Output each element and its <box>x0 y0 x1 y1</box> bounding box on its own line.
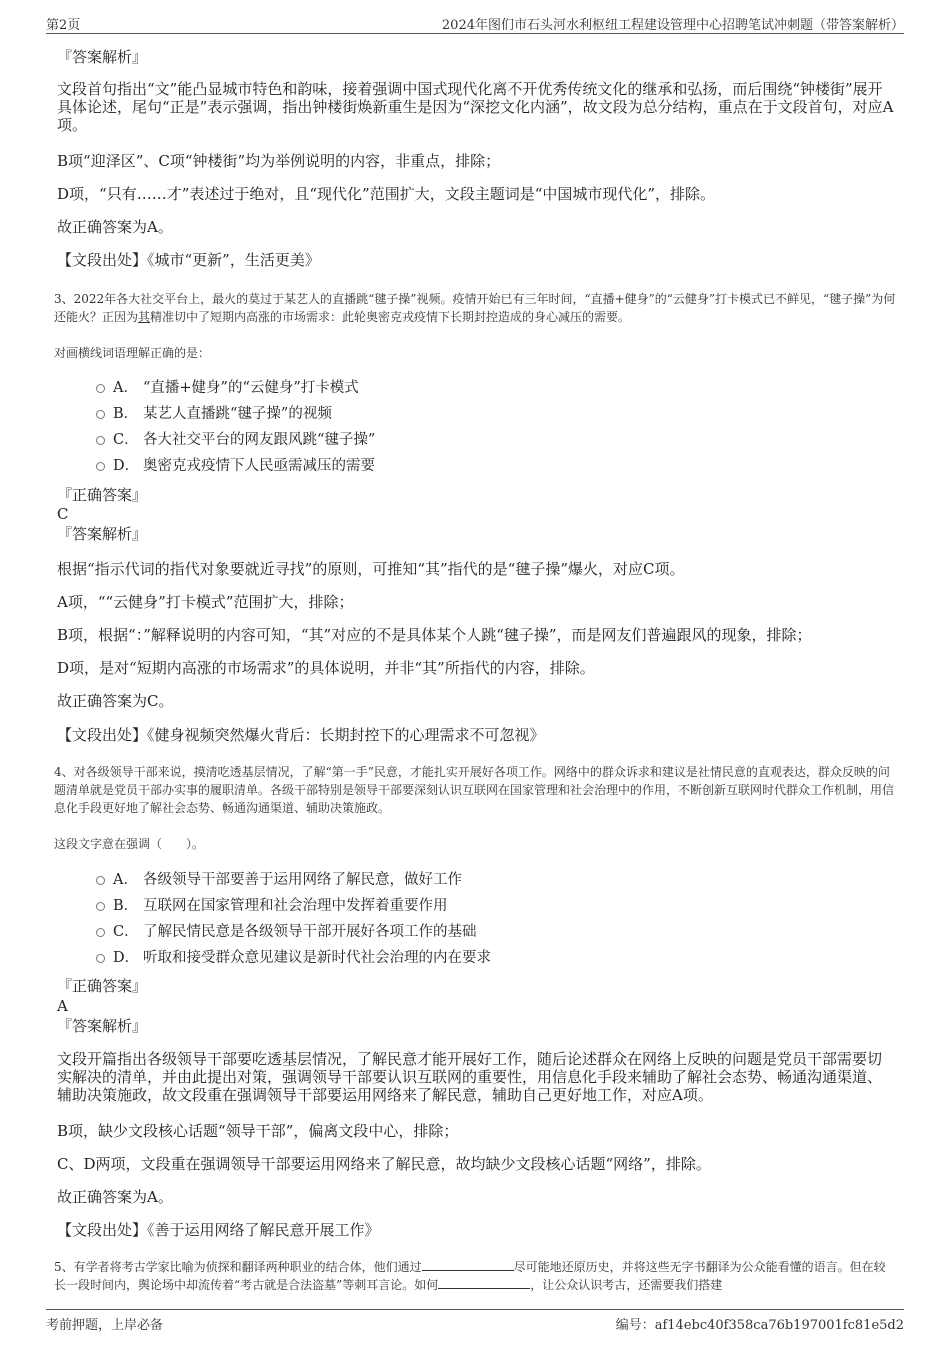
answer-analysis-label: 『答案解析』 <box>57 48 148 66</box>
analysis-paragraph: B项“迎泽区”、C项“钟楼街”均为举例说明的内容，非重点，排除； <box>57 152 501 170</box>
document-title: 2024年图们市石头河水利枢纽工程建设管理中心招聘笔试冲刺题（带答案解析） <box>441 18 904 33</box>
option-c[interactable]: C． 各大社交平台的网友跟风跳“毽子操” <box>96 430 375 450</box>
footer-divider <box>46 1309 904 1310</box>
radio-icon[interactable] <box>96 928 105 937</box>
correct-answer: A <box>57 997 68 1015</box>
analysis-paragraph: 文段开篇指出各级领导干部要吃透基层情况，了解民意才能开展好工作，随后论述群众在网络上反映的问题是党员干部需要切实解决的清单，并由此提出对策，强调领导干部要认识互联网的重要性，用信息化手段来辅助了解社会态势、畅通沟通渠道、辅助决策施政，故文段重在强调领导干部要运用网络来了解民意，辅助自己更好地工作，对应A项。 <box>57 1050 883 1104</box>
question-stem: 5、有学者将考古学家比喻为侦探和翻译两种职业的结合体，他们通过 尽可能地还原历史，并将这些无字书翻译为公众能看懂的语言。但在较长一段时间内，舆论场中却流传着“考古就是合法盗墓”等刺耳言论。如何 ，让公众认识考古，还需要我们搭建 <box>54 1260 886 1292</box>
analysis-paragraph: 根据“指示代词的指代对象要就近寻找”的原则，可推知“其”指代的是“毽子操”爆火，对应C项。 <box>57 560 685 578</box>
fill-blank <box>438 1276 530 1289</box>
answer-analysis-label: 『答案解析』 <box>57 525 148 543</box>
analysis-paragraph: B项，缺少文段核心话题“领导干部”，偏离文段中心，排除； <box>57 1122 459 1140</box>
header-divider <box>46 33 904 34</box>
question-stem: 3、2022年各大社交平台上，最火的莫过于某艺人的直播跳“毽子操”视频。疫情开始已有三年时间，“直播+健身”的“云健身”打卡模式已不鲜见，“毽子操”为何还能火？正因为其精准切中了短期内高涨的市场需求：此轮奥密克戎疫情下长期封控造成的身心减压的需要。 <box>54 292 896 324</box>
radio-icon[interactable] <box>96 384 105 393</box>
question-prompt: 这段文字意在强调（ ）。 <box>54 837 205 851</box>
underlined-word: 其 <box>138 310 151 324</box>
page-header <box>46 14 904 32</box>
source-citation: 【文段出处】《善于运用网络了解民意开展工作》 <box>57 1221 380 1239</box>
question-prompt: 对画横线词语理解正确的是： <box>54 346 211 360</box>
question-stem: 4、对各级领导干部来说，摸清吃透基层情况，了解“第一手”民意，才能扎实开展好各项工作。网络中的群众诉求和建议是社情民意的直观表达，群众反映的问题清单就是党员干部办实事的履职清单。各级干部特别是领导干部要深刻认识互联网在国家管理和社会治理中的作用，不断创新互联网时代群众工作机制，用信息化手段更好地了解社会态势、畅通沟通渠道、辅助决策施政。 <box>54 765 895 815</box>
analysis-paragraph: D项，“只有……才”表述过于绝对，且“现代化”范围扩大，文段主题词是“中国城市现代化”，排除。 <box>57 185 716 203</box>
option-a[interactable]: A． “直播+健身”的“云健身”打卡模式 <box>96 378 359 398</box>
analysis-paragraph: 故正确答案为A。 <box>57 1188 173 1206</box>
option-d[interactable]: D． 奥密克戎疫情下人民亟需减压的需要 <box>96 456 375 476</box>
analysis-paragraph: D项，是对“短期内高涨的市场需求”的具体说明，并非“其”所指代的内容，排除。 <box>57 659 595 677</box>
analysis-paragraph: 文段首句指出“文”能凸显城市特色和韵味，接着强调中国式现代化离不开优秀传统文化的继承和弘扬，而后围绕“钟楼街”展开具体论述，尾句“正是”表示强调，指出钟楼街焕新重生是因为“深挖文化内涵”，故文段为总分结构，重点在于文段首句，对应A项。 <box>57 80 894 134</box>
answer-analysis-label: 『答案解析』 <box>57 1017 148 1035</box>
source-citation: 【文段出处】《健身视频突然爆火背后：长期封控下的心理需求不可忽视》 <box>57 726 545 744</box>
radio-icon[interactable] <box>96 410 105 419</box>
fill-blank <box>422 1258 514 1271</box>
analysis-paragraph: A项，““云健身”打卡模式”范围扩大，排除； <box>57 593 354 611</box>
option-a[interactable]: A． 各级领导干部要善于运用网络了解民意，做好工作 <box>96 870 462 890</box>
radio-icon[interactable] <box>96 876 105 885</box>
analysis-paragraph: 故正确答案为C。 <box>57 692 174 710</box>
radio-icon[interactable] <box>96 902 105 911</box>
option-b[interactable]: B． 某艺人直播跳“毽子操”的视频 <box>96 404 332 424</box>
analysis-paragraph: C、D两项，文段重在强调领导干部要运用网络来了解民意，故均缺少文段核心话题“网络”，排除。 <box>57 1155 711 1173</box>
radio-icon[interactable] <box>96 436 105 445</box>
option-d[interactable]: D． 听取和接受群众意见建议是新时代社会治理的内在要求 <box>96 948 491 968</box>
analysis-paragraph: 故正确答案为A。 <box>57 218 173 236</box>
document-code: 编号：af14ebc40f358ca76b197001fc81e5d2 <box>615 1318 904 1333</box>
source-citation: 【文段出处】《城市“更新”，生活更美》 <box>57 251 320 269</box>
radio-icon[interactable] <box>96 462 105 471</box>
page-number: 第2页 <box>46 18 81 33</box>
correct-answer-label: 『正确答案』 <box>57 486 148 504</box>
option-b[interactable]: B． 互联网在国家管理和社会治理中发挥着重要作用 <box>96 896 448 916</box>
footer-slogan: 考前押题，上岸必备 <box>46 1318 164 1333</box>
correct-answer: C <box>57 505 69 523</box>
analysis-paragraph: B项，根据“：”解释说明的内容可知，“其”对应的不是具体某个人跳“毽子操”，而是网友们普遍跟风的现象，排除； <box>57 626 812 644</box>
correct-answer-label: 『正确答案』 <box>57 977 148 995</box>
option-c[interactable]: C． 了解民情民意是各级领导干部开展好各项工作的基础 <box>96 922 477 942</box>
radio-icon[interactable] <box>96 954 105 963</box>
